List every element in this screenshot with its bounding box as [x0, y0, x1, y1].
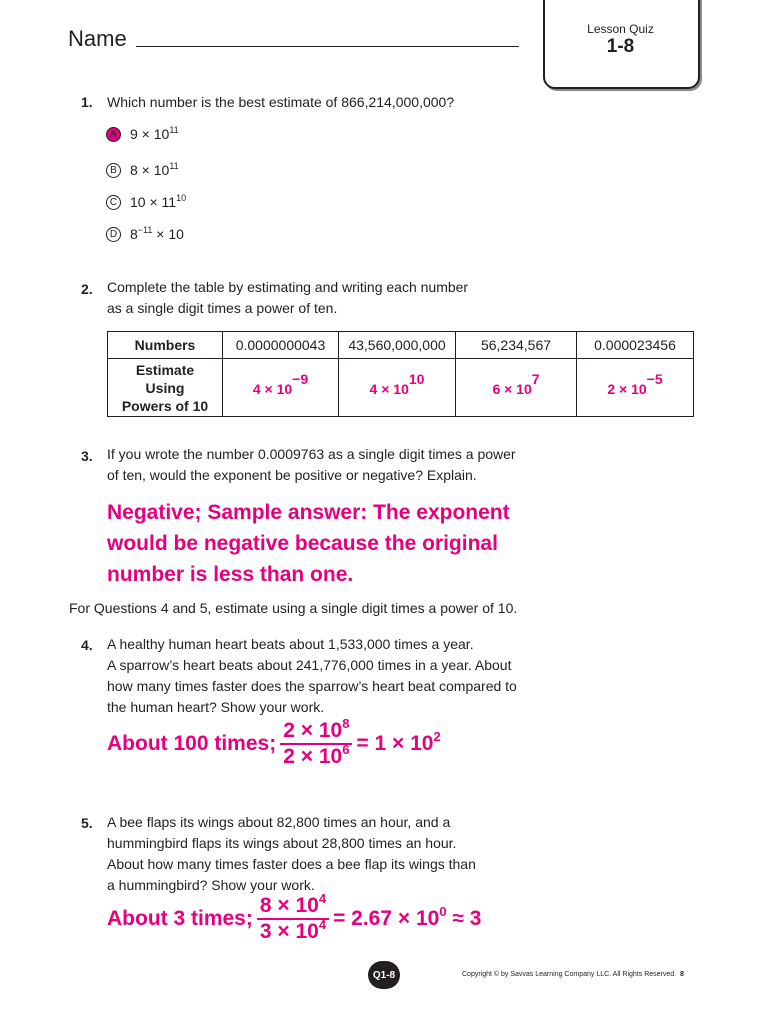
table-number-cell: 43,560,000,000 — [339, 332, 456, 359]
lesson-quiz-number: 1-8 — [606, 36, 635, 57]
question-2-number: 2. — [81, 281, 93, 297]
choice-b-bubble[interactable]: B — [106, 163, 121, 178]
question-1-text: Which number is the best estimate of 866,214,000,000? — [107, 94, 455, 110]
question-4-number: 4. — [81, 637, 93, 653]
table-number-cell: 56,234,567 — [456, 332, 577, 359]
question-4-fraction: $\frac{2 \times 10^8}{2 \times 10^6}$ — [280, 720, 352, 768]
question-5-fraction: $\frac{8 \times 10^4}{3 \times 10^4}$ — [257, 895, 329, 943]
copyright-text: Copyright © by Savvas Learning Company LLC. All Rights Reserved. 8 — [462, 971, 684, 978]
table-estimate-cell[interactable]: $4 \times 10^{10}$ — [339, 359, 456, 417]
table-estimate-cell[interactable]: $4 \times 10^{-9}$ — [223, 359, 339, 417]
question-2-text: Complete the table by estimating and writing each number as a single digit times a power of ten. — [107, 279, 469, 316]
name-label: Name — [68, 26, 127, 51]
question-1-number: 1. — [81, 94, 93, 110]
question-5-text: A bee flaps its wings about 82,800 times an hour, and a hummingbird flaps its wings about 28,800 times an hour. About how many times faster does a bee flap its wings than a hummingbird? Show your work. — [107, 814, 476, 893]
choice-c-bubble[interactable]: C — [106, 195, 121, 210]
choice-d-text: $8^{-11} \times 10$ — [130, 225, 184, 242]
choice-d-bubble[interactable]: D — [106, 227, 121, 242]
choice-b-text: $8 \times 10^{11}$ — [130, 161, 179, 178]
instructions-text: For Questions 4 and 5, estimate using a single digit times a power of 10. — [69, 600, 518, 616]
estimate-table — [107, 331, 694, 417]
question-5-number: 5. — [81, 815, 93, 831]
choice-a[interactable] — [106, 126, 179, 142]
choice-d[interactable] — [106, 226, 184, 242]
table-number-cell: 0.000023456 — [577, 332, 694, 359]
page-badge: Q1-8 — [368, 961, 400, 989]
choice-c-text: $10 \times 11^{10}$ — [130, 193, 187, 210]
lesson-quiz-label: Lesson Quiz — [587, 22, 654, 36]
table-estimate-cell[interactable]: $2 \times 10^{-5}$ — [577, 359, 694, 417]
question-4-text: A healthy human heart beats about 1,533,000 times a year. A sparrow’s heart beats about 241,776,000 times in a year. About how many times faster does the sparrow’s heart beat compared to the human heart? Show your work. — [107, 636, 517, 715]
name-field-line[interactable] — [136, 46, 519, 47]
table-number-cell: 0.0000000043 — [223, 332, 339, 359]
table-estimate-cell[interactable]: $6 \times 10^7$ — [456, 359, 577, 417]
choice-b[interactable] — [106, 162, 179, 178]
table-row-label: Estimate Using Powers of 10 — [108, 359, 223, 417]
question-3-answer: Negative; Sample answer: The exponent would be negative because the original number is less than one. — [107, 501, 510, 586]
question-3-text: If you wrote the number 0.0009763 as a single digit times a power of ten, would the exponent be positive or negative? Explain. — [107, 446, 516, 483]
choice-a-bubble[interactable]: A — [106, 127, 121, 142]
choice-c[interactable] — [106, 194, 186, 210]
question-5-answer: About 3 times; $\frac{8 \times 10^4}{3 \times 10^4}$ = $2.67 \times 10^0 \approx 3$ — [107, 891, 482, 943]
table-header-numbers: Numbers — [108, 332, 223, 359]
question-3-number: 3. — [81, 448, 93, 464]
choice-a-text: $9 \times 10^{11}$ — [130, 125, 179, 142]
question-4-answer: About 100 times; $\frac{2 \times 10^8}{2 \times 10^6}$ = $1 \times 10^2$ — [107, 716, 441, 768]
